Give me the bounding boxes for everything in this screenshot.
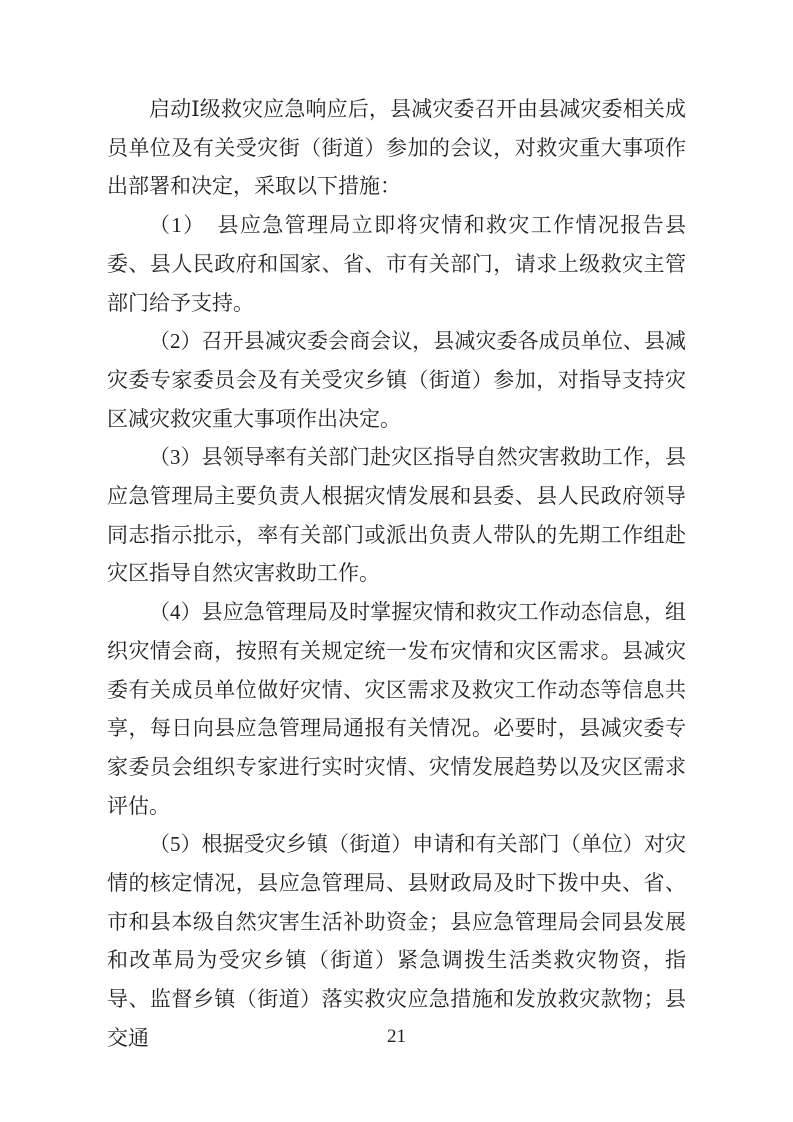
paragraph-opening: 启动Ⅰ级救灾应急响应后，县减灾委召开由县减灾委相关成员单位及有关受灾街（街道）参加的会议，对救灾重大事项作出部署和决定，采取以下措施： xyxy=(107,97,686,199)
paragraph-measure-4: （4）县应急管理局及时掌握灾情和救灾工作动态信息，组织灾情会商，按照有关规定统一发布灾情和灾区需求。县减灾委有关成员单位做好灾情、灾区需求及救灾工作动态等信息共享，每日向县应急管理局通报有关情况。必要时，县减灾委专家委员会组织专家进行实时灾情、灾情发展趋势以及灾区需求评估。 xyxy=(107,600,686,818)
paragraph-measure-3: （3）县领导率有关部门赴灾区指导自然灾害救助工作，县应急管理局主要负责人根据灾情发展和县委、县人民政府领导同志指示批示，率有关部门或派出负责人带队的先期工作组赴灾区指导自然灾害救助工作。 xyxy=(107,445,686,586)
paragraph-measure-2: （2）召开县减灾委会商会议，县减灾委各成员单位、县减灾委专家委员会及有关受灾乡镇（街道）参加，对指导支持灾区减灾救灾重大事项作出决定。 xyxy=(107,329,686,431)
document-body xyxy=(107,90,686,1058)
paragraph-measure-5: （5）根据受灾乡镇（街道）申请和有关部门（单位）对灾情的核定情况，县应急管理局、县财政局及时下拨中央、省、市和县本级自然灾害生活补助资金；县应急管理局会同县发展和改革局为受灾乡镇（街道）紧急调拨生活类救灾物资，指导、监督乡镇（街道）落实救灾应急措施和发放救灾款物；县交通 xyxy=(107,832,686,1050)
page-number: 21 xyxy=(387,1026,406,1047)
paragraph-measure-1: （1） 县应急管理局立即将灾情和救灾工作情况报告县委、县人民政府和国家、省、市有关部门，请求上级救灾主管部门给予支持。 xyxy=(107,213,686,315)
